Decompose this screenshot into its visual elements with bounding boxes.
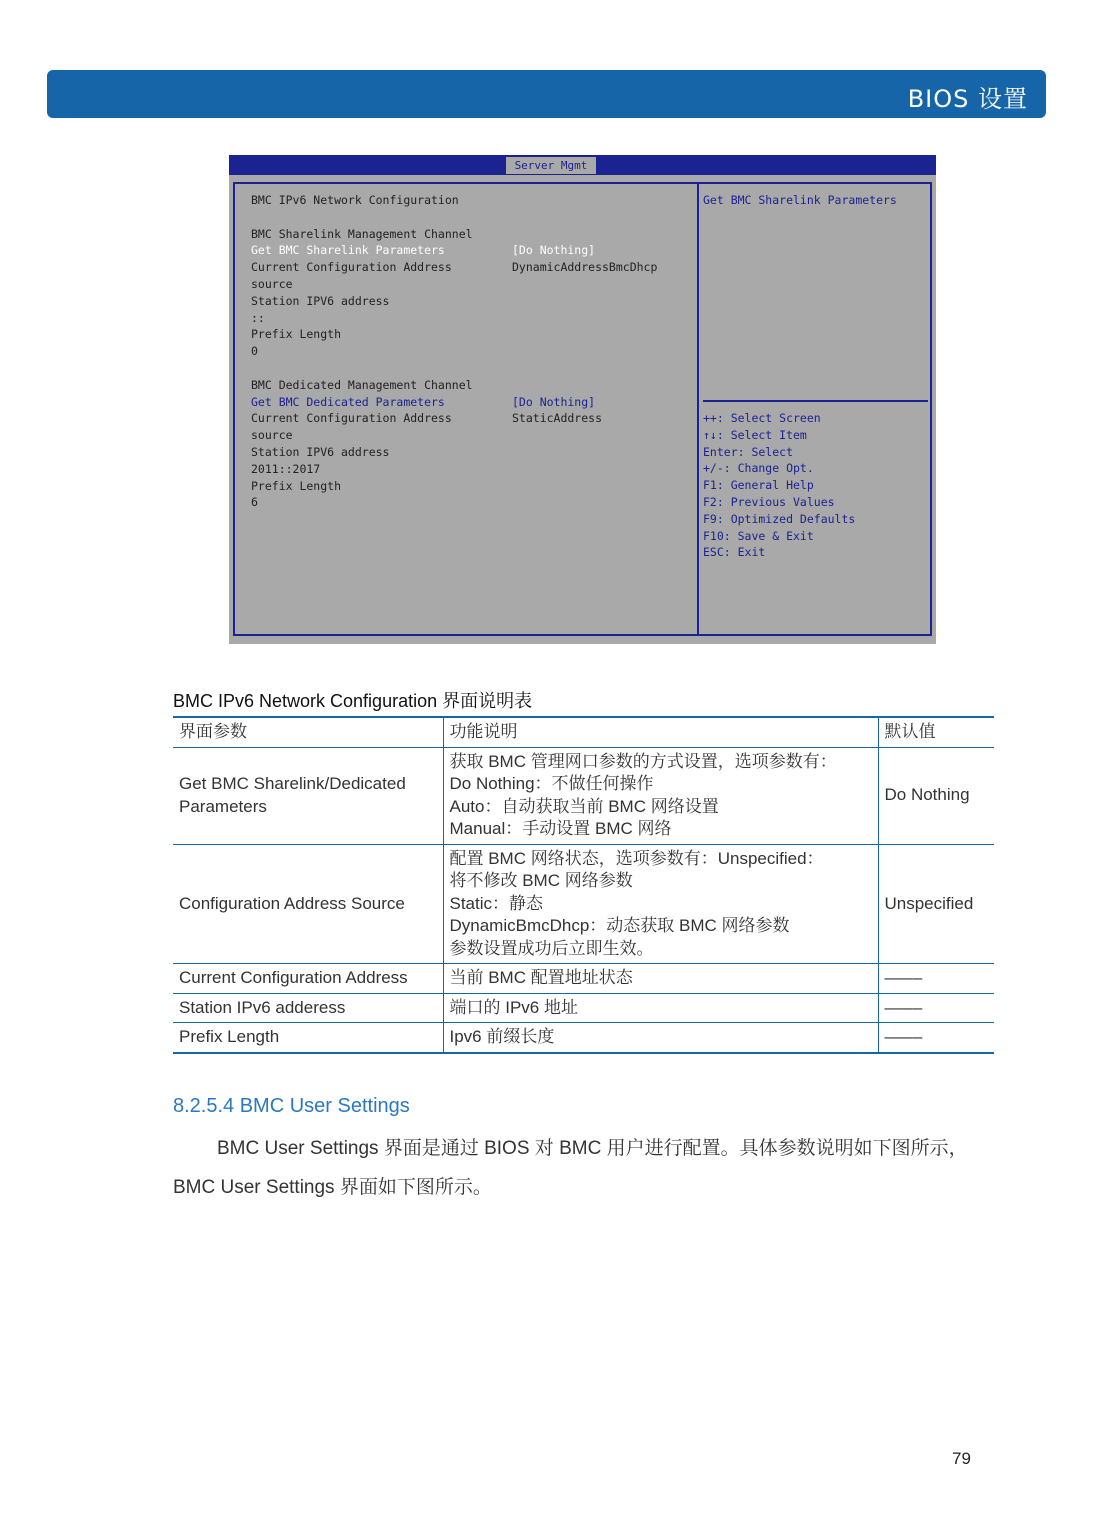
default-cell: Do Nothing [878, 747, 994, 844]
bios-key-hint: ++: Select Screen [703, 411, 821, 425]
param-cell: Configuration Address Source [173, 844, 443, 964]
header-desc: 功能说明 [443, 717, 878, 747]
desc-line: Manual：手动设置 BMC 网络 [449, 819, 672, 838]
bios-screenshot [229, 155, 936, 644]
default-cell: Unspecified [878, 844, 994, 964]
desc-line: Auto：自动获取当前 BMC 网络设置 [449, 796, 719, 816]
table-row [173, 964, 994, 994]
desc-line: 端口的 IPv6 地址 [449, 997, 578, 1017]
header-title: BIOS 设置 [907, 85, 1028, 113]
bios-setting-value[interactable]: [Do Nothing] [512, 243, 596, 258]
bios-setting-label: Prefix Length [251, 327, 342, 342]
bios-setting-label: 0 [251, 344, 258, 359]
section-heading: 8.2.5.4 BMC User Settings [173, 1095, 410, 1117]
bios-key-hint: F9: Optimized Defaults [703, 511, 856, 526]
desc-cell [443, 964, 878, 994]
default-cell: –––– [878, 1023, 994, 1053]
page-number: 79 [952, 1449, 971, 1468]
header-default: 默认值 [878, 717, 994, 747]
bios-key-hint: Enter: Select [703, 444, 794, 459]
bios-key-hint: ESC: Exit [703, 545, 766, 560]
section-paragraph: BMC User Settings 界面是通过 BIOS 对 BMC 用户进行配置。具体参数说明如下图所示，BMC User Settings 界面如下图所示。 [173, 1138, 968, 1198]
bios-setting-label: BMC Dedicated Management Channel [251, 377, 473, 392]
bios-setting-label[interactable]: Get BMC Sharelink Parameters [251, 243, 445, 258]
parameter-table [173, 716, 994, 1054]
desc-line: 获取 BMC 管理网口参数的方式设置，选项参数有： [449, 751, 837, 771]
bios-key-hint: +/-: Change Opt. [703, 461, 814, 476]
bios-setting-label: :: [251, 310, 265, 325]
table-row [173, 993, 994, 1023]
desc-line: Do Nothing：不做任何操作 [449, 774, 654, 793]
table-caption: BMC IPv6 Network Configuration 界面说明表 [173, 691, 533, 711]
bios-key-hint: F1: General Help [703, 478, 814, 493]
param-cell: Get BMC Sharelink/Dedicated Parameters [173, 747, 443, 844]
bios-help-text: Get BMC Sharelink Parameters [703, 193, 897, 207]
bios-key-hint: F2: Previous Values [703, 495, 835, 509]
bios-key-hint: F10: Save & Exit [703, 528, 814, 543]
bios-setting-label: source [251, 428, 293, 443]
tab-server-mgmt[interactable]: Server Mgmt [506, 157, 596, 174]
bios-setting-label: Station IPV6 address [251, 445, 390, 459]
default-cell: –––– [878, 964, 994, 994]
table-row [173, 747, 994, 844]
bios-setting-value: StaticAddress [512, 411, 603, 426]
param-cell: Current Configuration Address [173, 964, 443, 994]
page-header-bar [47, 70, 1046, 118]
bios-menu-bar [229, 155, 936, 175]
bios-key-hint: ↑↓: Select Item [703, 427, 807, 442]
table-row [173, 844, 994, 964]
bios-setting-label: BMC Sharelink Management Channel [251, 226, 473, 241]
table-header-row [173, 717, 994, 747]
desc-line: DynamicBmcDhcp：动态获取 BMC 网络参数 [449, 916, 790, 935]
bios-setting-label: Station IPV6 address [251, 293, 390, 308]
desc-line: 当前 BMC 配置地址状态 [449, 968, 633, 987]
bios-help-panel [699, 182, 932, 636]
desc-line: 将不修改 BMC 网络参数 [449, 871, 633, 890]
header-param: 界面参数 [173, 717, 443, 747]
desc-line: Ipv6 前缀长度 [449, 1027, 555, 1046]
bios-setting-label: 6 [251, 495, 258, 510]
bios-setting-label: Current Configuration Address [251, 260, 452, 275]
bios-help-divider [703, 400, 928, 402]
desc-cell [443, 993, 878, 1023]
param-cell: Station IPv6 adderess [173, 993, 443, 1023]
desc-cell [443, 747, 878, 844]
desc-cell [443, 844, 878, 964]
bios-setting-label: BMC IPv6 Network Configuration [251, 193, 459, 207]
desc-cell [443, 1023, 878, 1053]
bios-setting-label: Prefix Length [251, 478, 342, 493]
bios-setting-label: Current Configuration Address [251, 411, 452, 426]
desc-line: 参数设置成功后立即生效。 [449, 938, 654, 958]
bios-setting-label[interactable]: Get BMC Dedicated Parameters [251, 394, 445, 409]
desc-line: Static：静态 [449, 893, 544, 913]
bios-setting-value: DynamicAddressBmcDhcp [512, 260, 658, 275]
default-cell: –––– [878, 993, 994, 1023]
bios-setting-value[interactable]: [Do Nothing] [512, 394, 596, 409]
param-cell: Prefix Length [173, 1023, 443, 1053]
table-row [173, 1023, 994, 1053]
desc-line: 配置 BMC 网络状态，选项参数有：Unspecified： [449, 848, 824, 868]
bios-setting-label: source [251, 277, 293, 291]
bios-setting-label: 2011::2017 [251, 461, 321, 476]
